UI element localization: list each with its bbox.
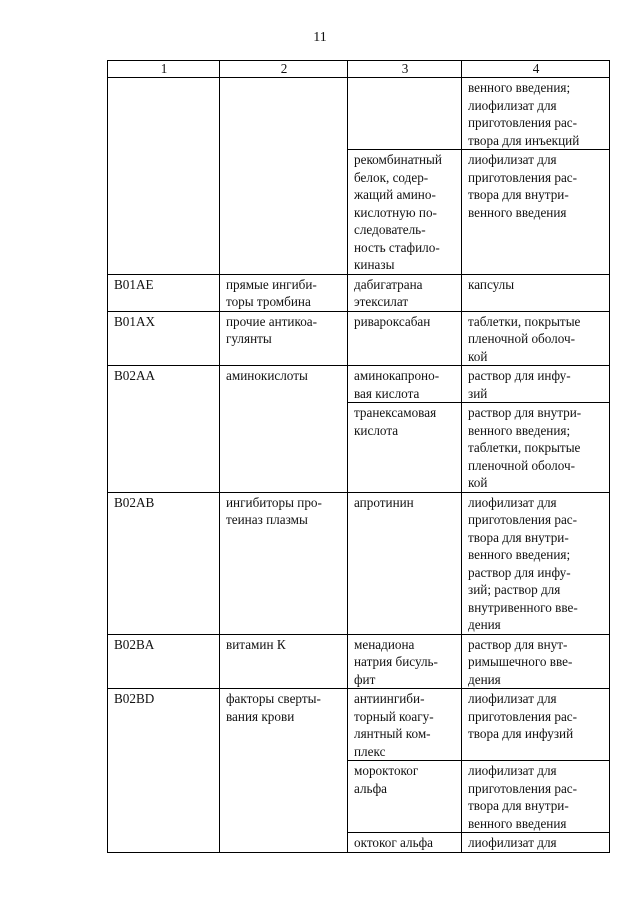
substance-cell: апротинин	[348, 492, 462, 634]
table-row	[108, 78, 610, 150]
table-row	[108, 634, 610, 689]
table-row	[108, 274, 610, 311]
form-cell: раствор для внут- римышечного вве- дения	[462, 634, 610, 689]
form-cell: лиофилизат для приготовления рас- твора для внутри- венного введения; раствор для инфу- зий; раствор для внутривенного вве- дения	[462, 492, 610, 634]
table-row	[108, 366, 610, 403]
substance-cell	[348, 78, 462, 150]
table-row	[108, 311, 610, 366]
page-number: 11	[313, 30, 327, 45]
atc-code-cell: B02AA	[108, 366, 220, 493]
group-cell: прямые ингиби- торы тромбина	[220, 274, 348, 311]
drug-table	[107, 60, 610, 853]
substance-cell: рекомбинатный белок, содер- жащий амино- кислотную по- следователь- ность стафило- киназы	[348, 150, 462, 275]
group-cell: прочие антикоа- гулянты	[220, 311, 348, 366]
form-cell: таблетки, покрытые пленочной оболоч- кой	[462, 311, 610, 366]
group-cell	[220, 78, 348, 275]
form-cell: лиофилизат для приготовления рас- твора для внутри- венного введения	[462, 150, 610, 275]
substance-cell: антиингиби- торный коагу- лянтный ком- плекс	[348, 689, 462, 761]
group-cell: факторы сверты- вания крови	[220, 689, 348, 853]
column-header: 3	[348, 61, 462, 78]
atc-code-cell: B02BD	[108, 689, 220, 853]
table-row	[108, 492, 610, 634]
form-cell: лиофилизат для	[462, 833, 610, 853]
form-cell: лиофилизат для приготовления рас- твора для инфузий	[462, 689, 610, 761]
substance-cell: мороктоког альфа	[348, 761, 462, 833]
group-cell: аминокислоты	[220, 366, 348, 493]
form-cell: венного введения; лиофилизат для приготовления рас- твора для инъекций	[462, 78, 610, 150]
substance-cell: ривароксабан	[348, 311, 462, 366]
form-cell: раствор для инфу- зий	[462, 366, 610, 403]
group-cell: витамин К	[220, 634, 348, 689]
form-cell: раствор для внутри- венного введения; таблетки, покрытые пленочной оболоч- кой	[462, 403, 610, 493]
form-cell: капсулы	[462, 274, 610, 311]
form-cell: лиофилизат для приготовления рас- твора для внутри- венного введения	[462, 761, 610, 833]
atc-code-cell: B01AX	[108, 311, 220, 366]
column-header: 4	[462, 61, 610, 78]
substance-cell: октоког альфа	[348, 833, 462, 853]
atc-code-cell: B02AB	[108, 492, 220, 634]
substance-cell: менадиона натрия бисуль- фит	[348, 634, 462, 689]
column-header: 1	[108, 61, 220, 78]
atc-code-cell: B02BA	[108, 634, 220, 689]
atc-code-cell: B01AE	[108, 274, 220, 311]
substance-cell: дабигатрана этексилат	[348, 274, 462, 311]
column-header: 2	[220, 61, 348, 78]
group-cell: ингибиторы про- теиназ плазмы	[220, 492, 348, 634]
substance-cell: аминокапроно- вая кислота	[348, 366, 462, 403]
table-header-row	[108, 61, 610, 78]
substance-cell: транексамовая кислота	[348, 403, 462, 493]
atc-code-cell	[108, 78, 220, 275]
table-row	[108, 689, 610, 761]
